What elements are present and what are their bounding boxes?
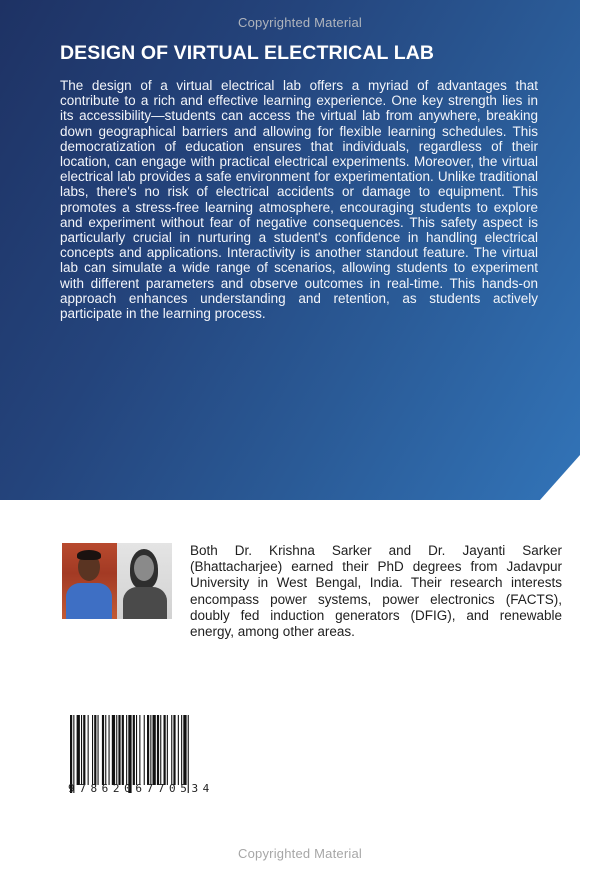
book-title: DESIGN OF VIRTUAL ELECTRICAL LAB xyxy=(60,42,435,64)
page-edge xyxy=(580,0,600,881)
author-bio: Both Dr. Krishna Sarker and Dr. Jayanti Sarker (Bhattacharjee) earned their PhD degrees from Jadavpur University in West Bengal, India. Their research interests encompass power systems, power electronics (FACTS), doubly fed induction generators (DFIG), and renewable energy, among other areas. xyxy=(190,543,562,640)
author-photos xyxy=(62,543,172,619)
book-description: The design of a virtual electrical lab offers a myriad of advantages that contribute to a rich and effective learning experience. One key strength lies in its accessibility—students can access the virtual lab from anywhere, breaking down geographical barriers and allowing for flexible learning schedules. This democratization of education ensures that individuals, regardless of their location, can engage with practical electrical experiments. Moreover, the virtual electrical lab provides a safe environment for experimentation. Unlike traditional labs, there's no risk of electrical accidents or damage to equipment. This promotes a stress-free learning atmosphere, encouraging students to explore and experiment without fear of negative consequences. This safety aspect is particularly crucial in nurturing a student's confidence in handling electrical concepts and applications. Interactivity is another standout feature. The virtual lab can simulate a wide range of scenarios, allowing students to experiment with different parameters and observe outcomes in real-time. This hands-on approach enhances understanding and retention, as students actively participate in the learning process. xyxy=(60,78,538,322)
watermark-top: Copyrighted Material xyxy=(238,15,362,30)
author-photo-krishna xyxy=(62,543,117,619)
author-photo-jayanti xyxy=(117,543,172,619)
isbn-digits: 9786206770534 xyxy=(68,782,214,795)
watermark-bottom: Copyrighted Material xyxy=(238,846,362,861)
corner-cut xyxy=(540,455,580,500)
barcode-icon xyxy=(68,715,236,811)
